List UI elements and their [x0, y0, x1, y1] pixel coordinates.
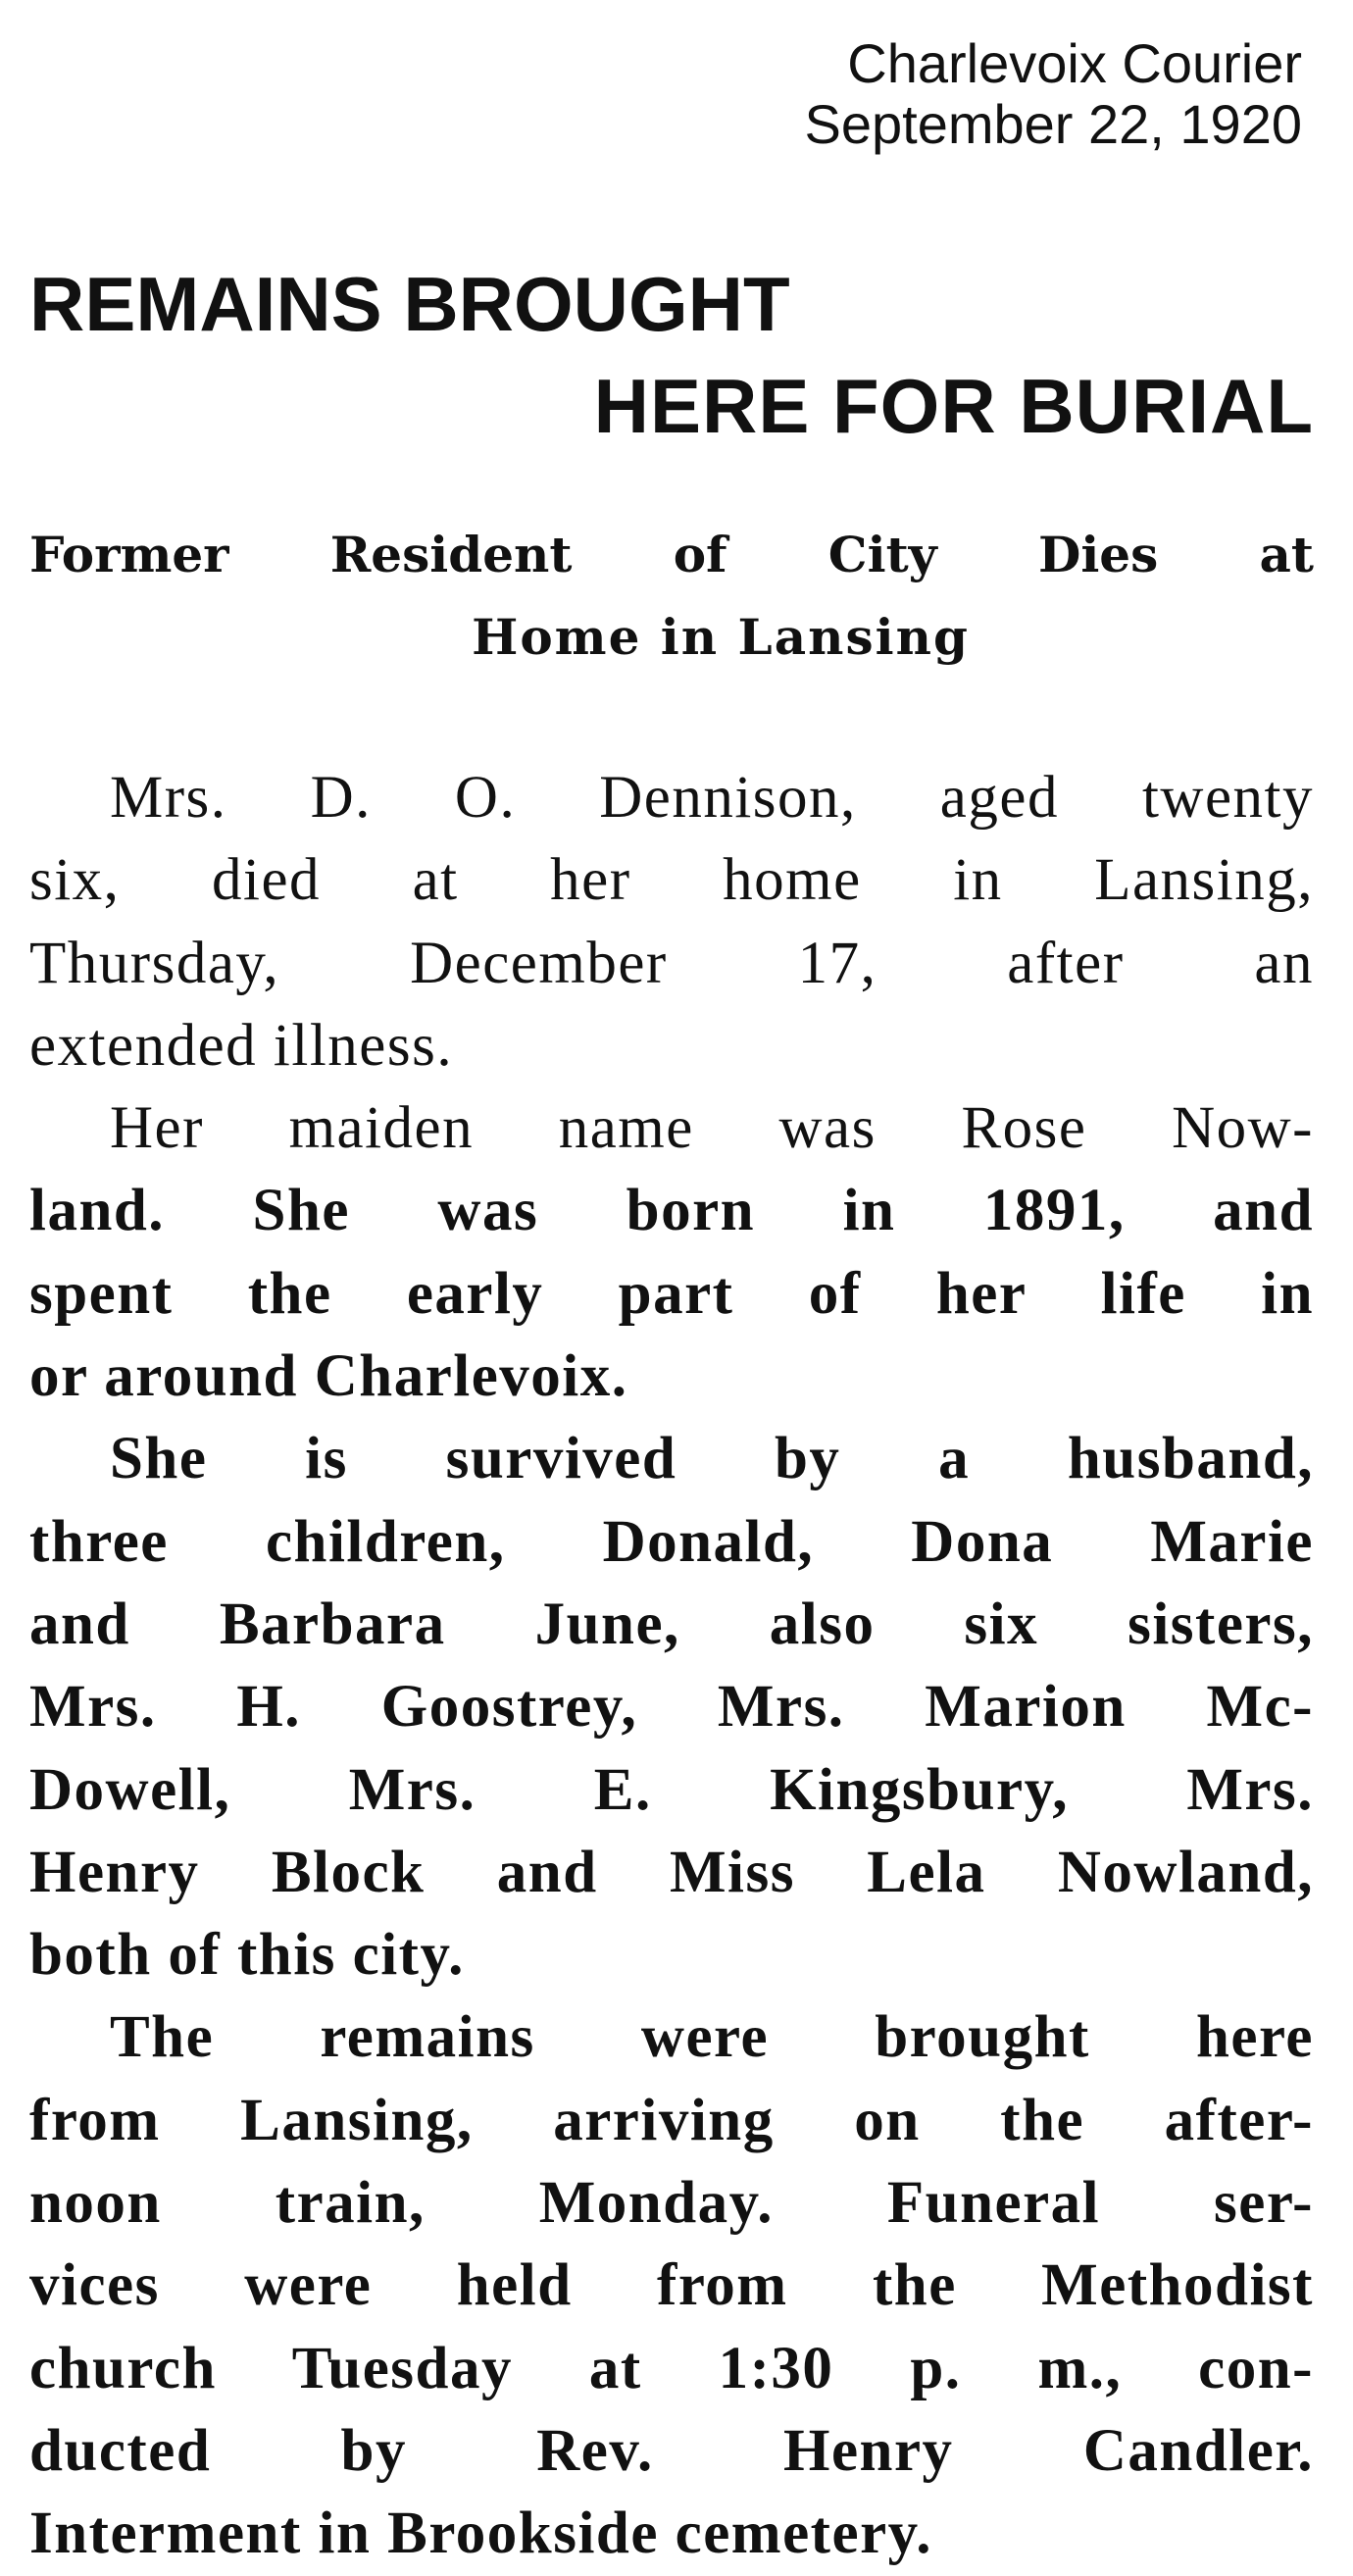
article-line: land. She was born in 1891, and: [29, 1178, 1314, 1244]
article-line: Mrs. D. O. Dennison, aged twenty: [110, 765, 1314, 831]
article-line: vices were held from the Methodist: [29, 2252, 1314, 2319]
source-citation: [805, 33, 1302, 155]
article-line: extended illness.: [29, 1012, 454, 1079]
article-line: or around Charlevoix.: [29, 1343, 628, 1410]
headline-line-2: HERE FOR BURIAL: [593, 363, 1314, 449]
article-line: Henry Block and Miss Lela Nowland,: [29, 1839, 1314, 1905]
article-line: Thursday, December 17, after an: [29, 930, 1314, 996]
article-line: six, died at her home in Lansing,: [29, 847, 1314, 914]
article-line: Mrs. H. Goostrey, Mrs. Marion Mc-: [29, 1674, 1314, 1741]
subheadline-line-1: Former Resident of City Dies at: [29, 526, 1314, 583]
subheadline-line-2: Home in Lansing: [472, 608, 970, 666]
article-line: ducted by Rev. Henry Candler.: [29, 2417, 1314, 2484]
article-body: [29, 757, 1314, 2576]
article-line: church Tuesday at 1:30 p. m., con-: [29, 2335, 1314, 2401]
article-line: from Lansing, arriving on the after-: [29, 2087, 1314, 2153]
article-line: She is survived by a husband,: [110, 1426, 1314, 1492]
article-line: Dowell, Mrs. E. Kingsbury, Mrs.: [29, 1756, 1314, 1823]
publication-date: September 22, 1920: [804, 93, 1302, 155]
article-line: The remains were brought here: [110, 2004, 1314, 2071]
publication-name: Charlevoix Courier: [847, 32, 1302, 94]
article-line: spent the early part of her life in: [29, 1260, 1314, 1327]
article-line: three children, Donald, Dona Marie: [29, 1508, 1314, 1575]
article-line: and Barbara June, also six sisters,: [29, 1591, 1314, 1657]
article-line: both of this city.: [29, 1922, 465, 1989]
article-line: Interment in Brookside cemetery.: [29, 2500, 933, 2567]
article-line: noon train, Monday. Funeral ser-: [29, 2170, 1314, 2237]
article-line: Her maiden name was Rose Now-: [110, 1095, 1314, 1162]
headline-line-1: REMAINS BROUGHT: [29, 261, 790, 347]
